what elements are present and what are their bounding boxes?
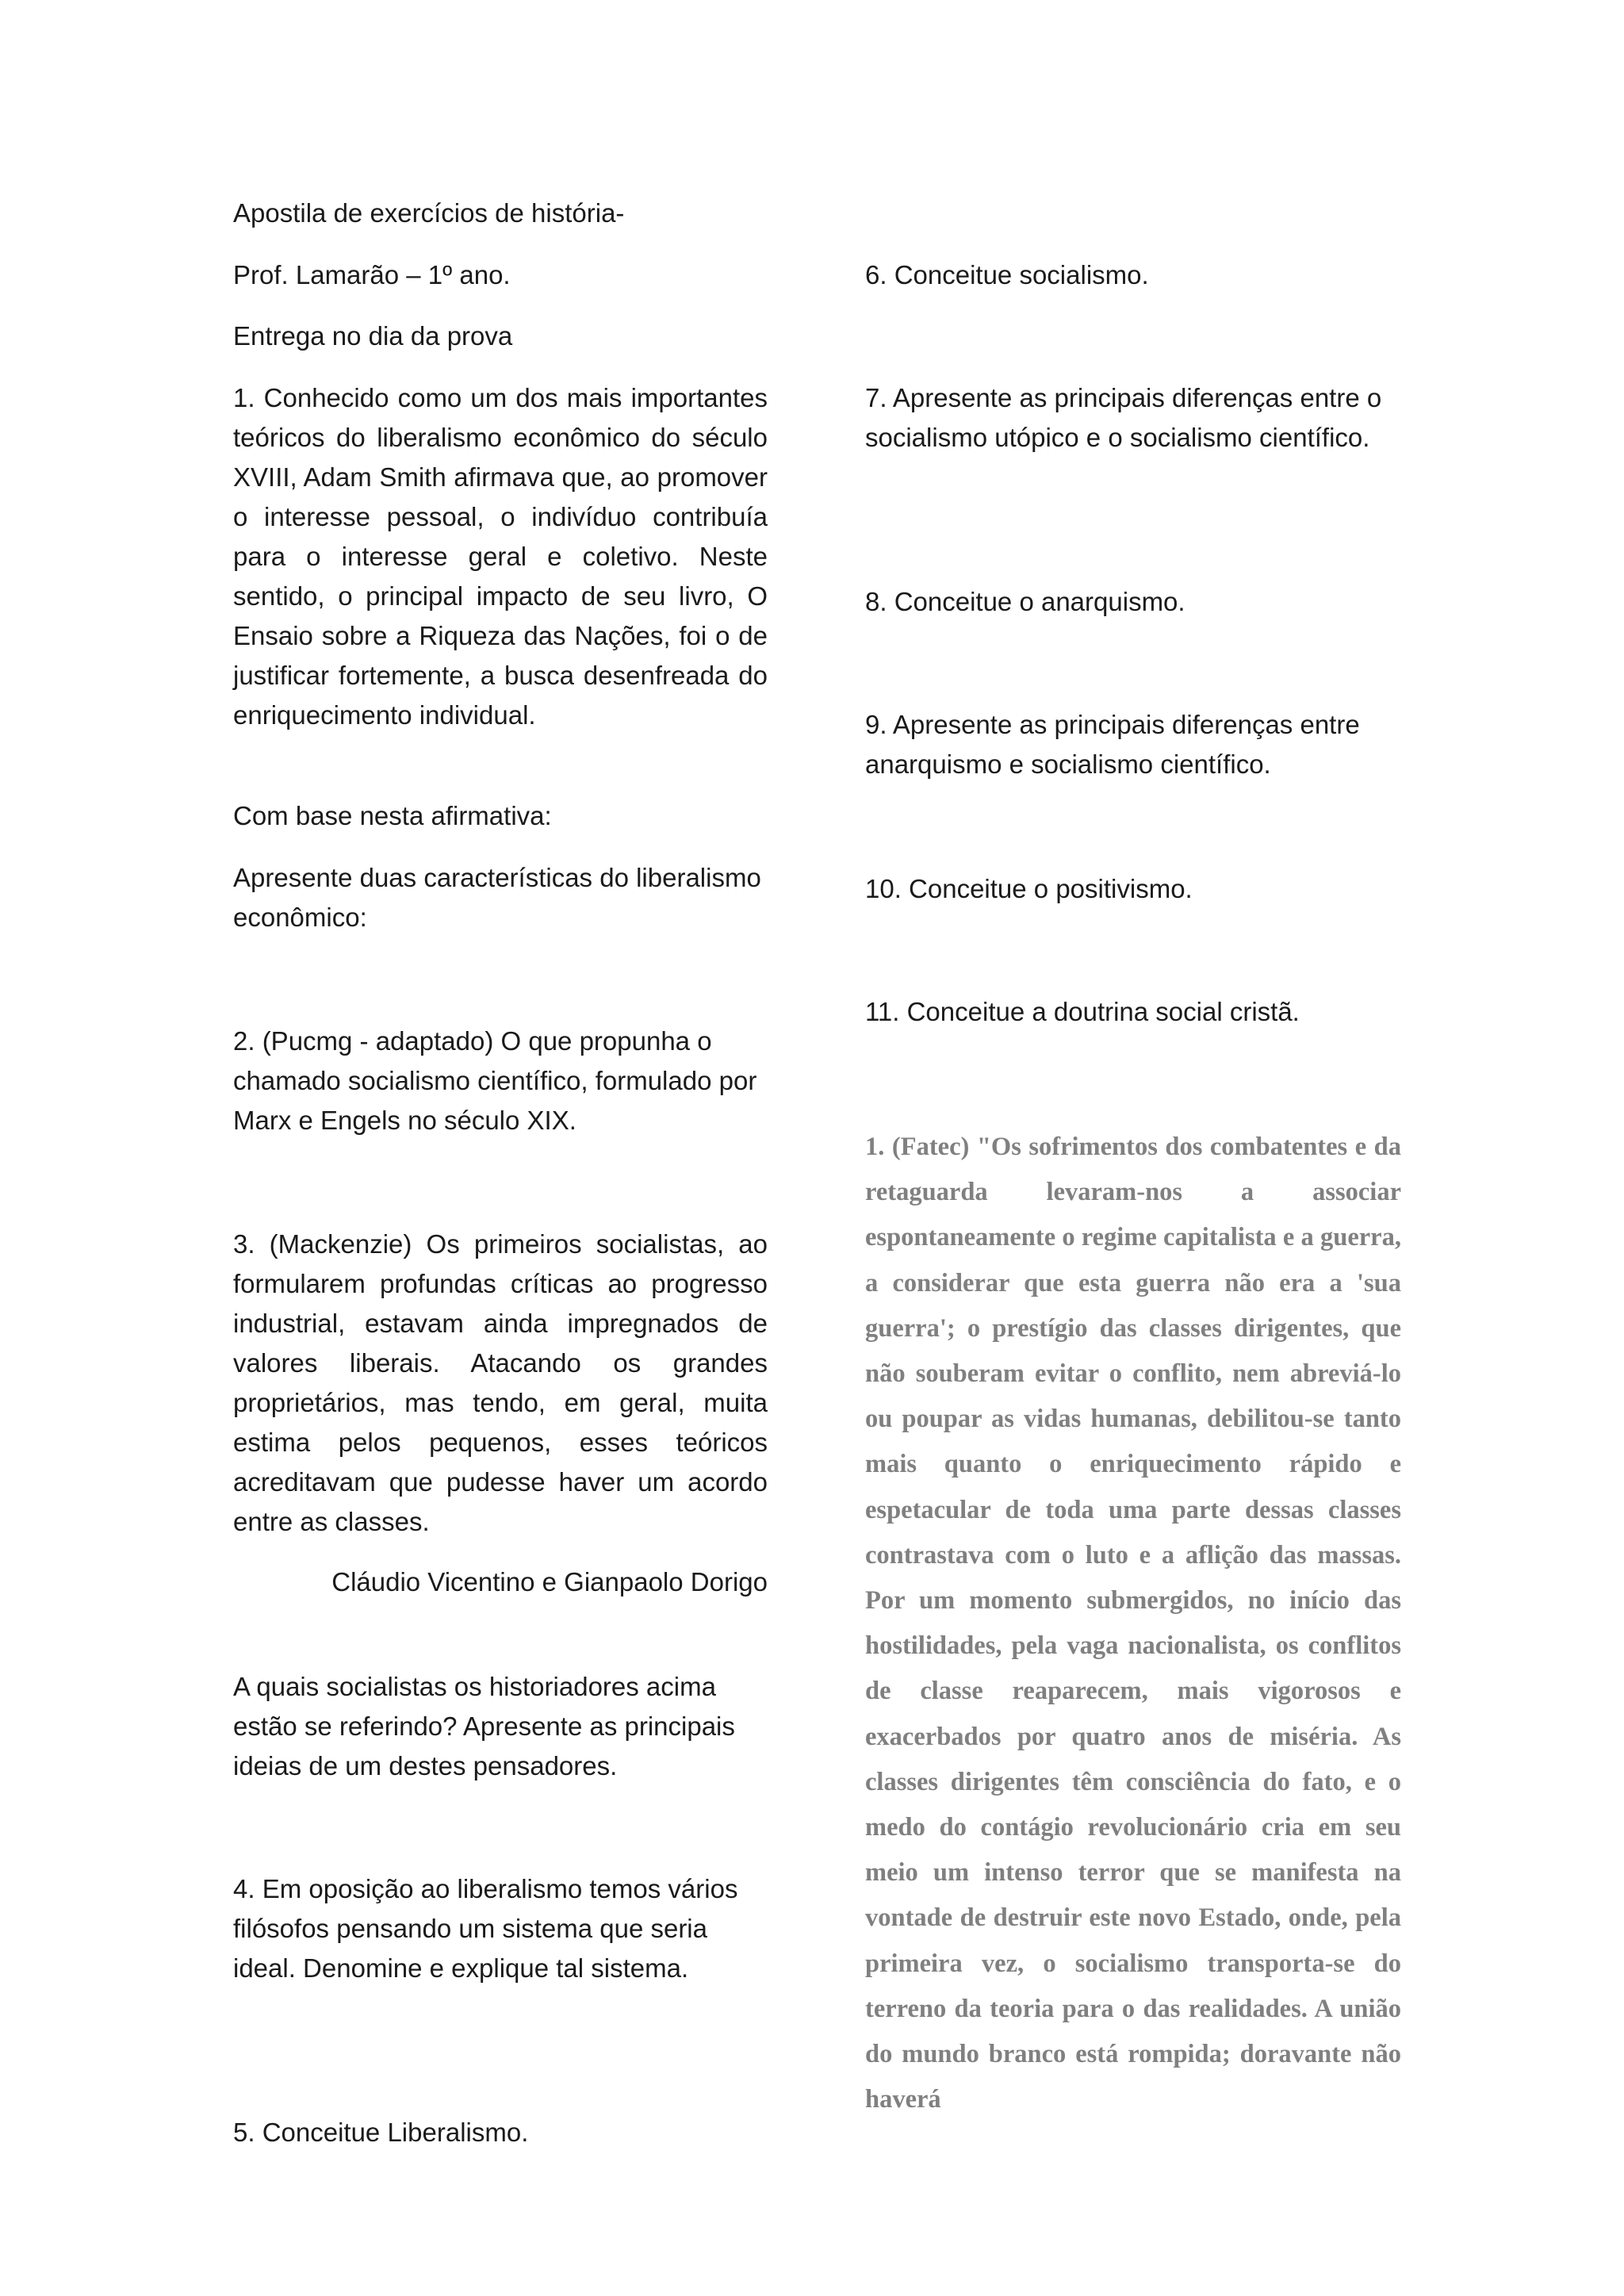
question-5: 5. Conceitue Liberalismo. [233, 2118, 529, 2147]
fatec-passage: 1. (Fatec) "Os sofrimentos dos combatentes e da retaguarda levaram-nos a associar espontaneamente o regime capitalista e a guerra, a considerar que esta guerra não era a 'sua guerra'; o prestígio das classes dirigentes, que não souberam evitar o conflito, nem abreviá-lo ou poupar as vidas humanas, debilitou-se tanto mais quanto o enriquecimento rápido e espetacular de toda uma parte dessas classes contrastava com o luto e a aflição das massas. Por um momento submergidos, no início das hostilidades, pela vaga nacionalista, os conflitos de classe reaparecem, mais vigorosos e exacerbados por quatro anos de miséria. As classes dirigentes têm consciência do fato, e o medo do contágio revolucionário cria em seu meio um intenso terror que se manifesta na vontade de destruir este novo Estado, onde, pela primeira vez, o socialismo transporta-se do terreno da teoria para o das realidades. A união do mundo branco está rompida; doravante não haverá [865, 1133, 1401, 2114]
question-2: 2. (Pucmg - adaptado) O que propunha o chamado socialismo científico, formulado por Marx e Engels no século XIX. [233, 1026, 757, 1135]
question-1-ask: Apresente duas características do liberalismo econômico: [233, 863, 761, 932]
question-9: 9. Apresente as principais diferenças entre anarquismo e socialismo científico. [865, 710, 1360, 779]
question-4: 4. Em oposição ao liberalismo temos vários filósofos pensando um sistema que seria ideal. Denomine e explique tal sistema. [233, 1874, 738, 1983]
left-column [233, 0, 768, 2296]
question-3-ask: A quais socialistas os historiadores acima estão se referindo? Apresente as principais ideias de um destes pensadores. [233, 1672, 735, 1780]
question-11: 11. Conceitue a doutrina social cristã. [865, 997, 1300, 1026]
question-6: 6. Conceitue socialismo. [865, 260, 1149, 289]
teacher-line: Prof. Lamarão – 1º ano. [233, 260, 511, 289]
question-10: 10. Conceitue o positivismo. [865, 874, 1193, 903]
question-1-base: Com base nesta afirmativa: [233, 801, 552, 830]
question-8: 8. Conceitue o anarquismo. [865, 587, 1185, 616]
delivery-note: Entrega no dia da prova [233, 321, 513, 351]
question-3-text: 3. (Mackenzie) Os primeiros socialistas, ao formularem profundas críticas ao progresso industrial, estavam ainda impregnados de valores liberais. Atacando os grandes proprietários, mas tendo, em geral, muita estima pelos pequenos, esses teóricos acreditavam que pudesse haver um acordo entre as classes. [233, 1229, 768, 1536]
right-column [865, 0, 1401, 2296]
document-title: Apostila de exercícios de história- [233, 198, 625, 228]
question-7: 7. Apresente as principais diferenças entre o socialismo utópico e o socialismo científico. [865, 383, 1382, 452]
question-3-author: Cláudio Vicentino e Gianpaolo Dorigo [331, 1567, 768, 1596]
question-1-text: 1. Conhecido como um dos mais importantes teóricos do liberalismo econômico do século XVIII, Adam Smith afirmava que, ao promover o interesse pessoal, o indivíduo contribuía para o interesse geral e coletivo. Neste sentido, o principal impacto de seu livro, O Ensaio sobre a Riqueza das Nações, foi o de justificar fortemente, a busca desenfreada do enriquecimento individual. [233, 383, 768, 730]
